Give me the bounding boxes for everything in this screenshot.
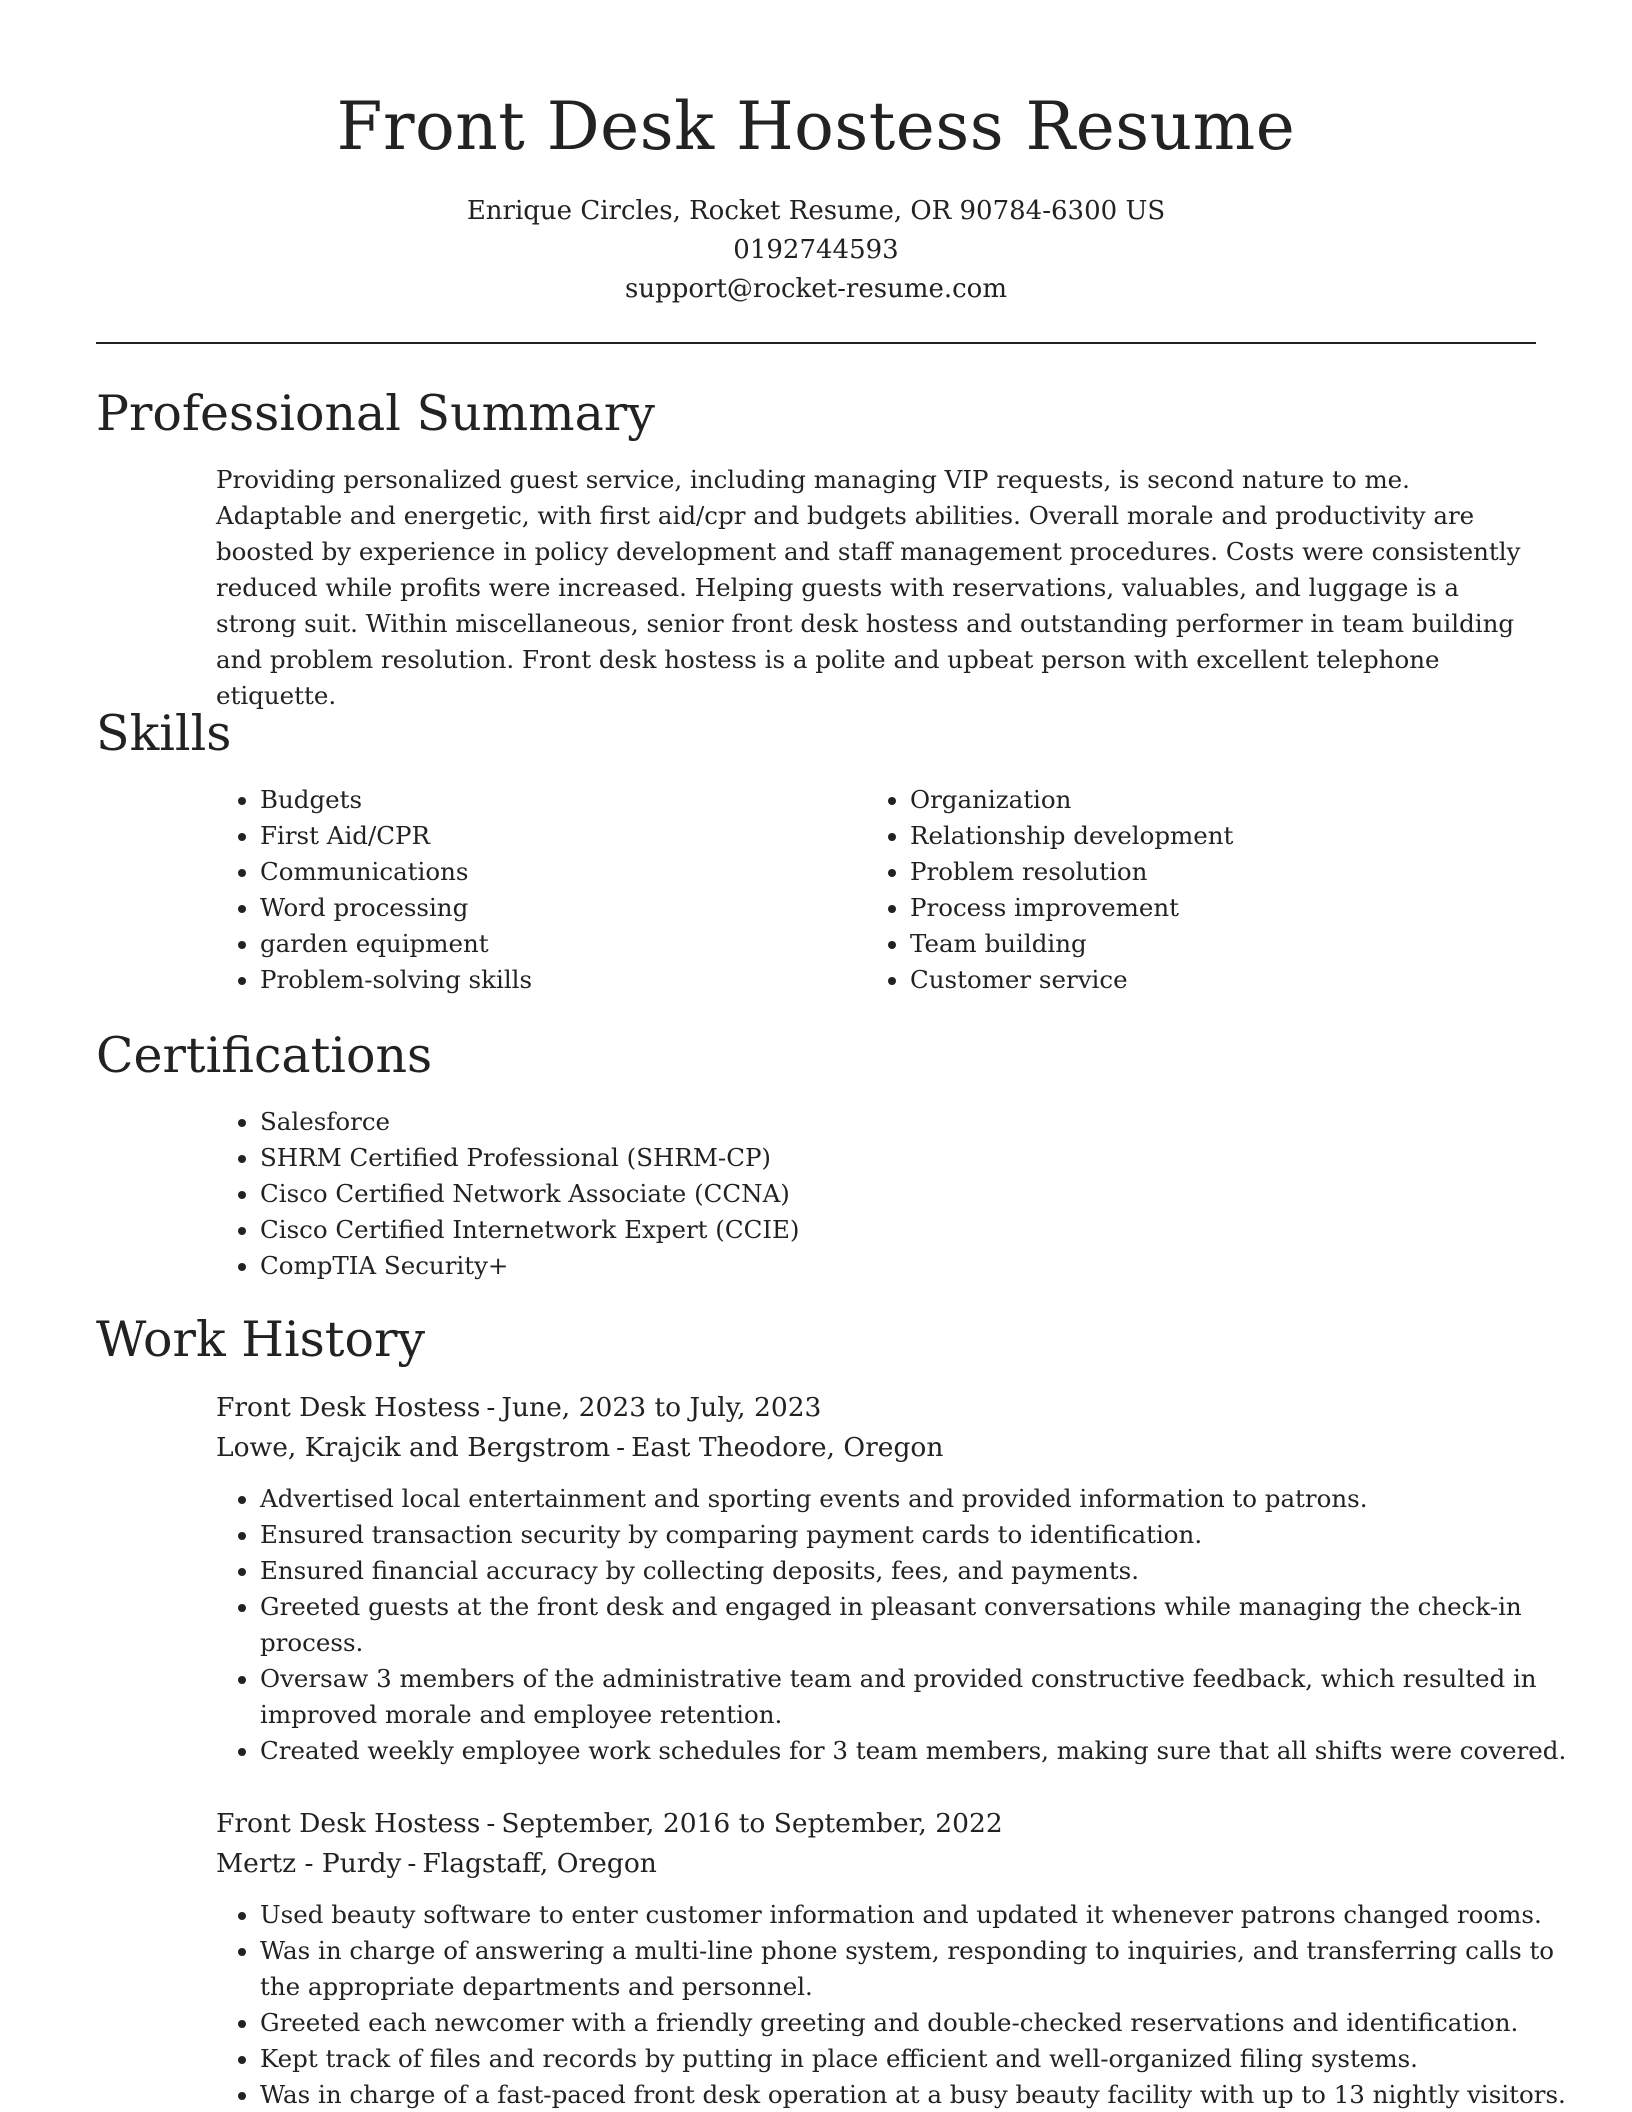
certification-item: • SHRM Certified Professional (SHRM-CP) <box>260 1140 1260 1176</box>
job-bullet: • Was in charge of a fast-paced front desk operation at a busy beauty facility with up to 13 nightly visitors. <box>260 2077 1580 2112</box>
job-location: Flagstaff, Oregon <box>422 1848 657 1879</box>
separator: - <box>407 1848 417 1879</box>
skills-heading: Skills <box>96 705 232 762</box>
separator: - <box>486 1392 496 1423</box>
job-bullet: • Used beauty software to enter customer information and updated it whenever patrons changed rooms. <box>260 1897 1580 1933</box>
job-company: Mertz - Purdy <box>216 1848 402 1879</box>
certification-item: • Cisco Certified Internetwork Expert (CCIE) <box>260 1212 1260 1248</box>
job-title-line <box>216 1804 1003 1844</box>
job-dates: September, 2016 to September, 2022 <box>501 1808 1003 1839</box>
job-title-line <box>216 1388 821 1428</box>
job-company: Lowe, Krajcik and Bergstrom <box>216 1432 611 1463</box>
skill-item: • Customer service <box>910 962 1530 998</box>
job-bullets <box>216 1481 1580 1769</box>
job-role: Front Desk Hostess <box>216 1392 481 1423</box>
separator: - <box>616 1432 626 1463</box>
skill-item: • garden equipment <box>260 926 820 962</box>
job-location: East Theodore, Oregon <box>631 1432 944 1463</box>
skill-item: • Relationship development <box>910 818 1530 854</box>
job-dates: June, 2023 to July, 2023 <box>501 1392 822 1423</box>
job-bullet: • Created weekly employee work schedules for 3 team members, making sure that all shifts were covered. <box>260 1733 1580 1769</box>
skill-item: • Organization <box>910 782 1530 818</box>
job-bullets <box>216 1897 1580 2112</box>
skill-item: • Budgets <box>260 782 820 818</box>
contact-info <box>0 192 1632 309</box>
resume-header <box>0 0 1632 309</box>
skill-item: • Communications <box>260 854 820 890</box>
resume-title: Front Desk Hostess Resume <box>336 88 1296 165</box>
phone-line: 0192744593 <box>733 235 899 265</box>
header-divider <box>96 342 1536 344</box>
job-bullet: • Greeted guests at the front desk and engaged in pleasant conversations while managing the check-in process. <box>260 1589 1580 1661</box>
certifications-heading: Certifications <box>96 1027 433 1084</box>
skill-item: • Team building <box>910 926 1530 962</box>
certifications-list <box>216 1104 1260 1284</box>
separator: - <box>486 1808 496 1839</box>
skills-list-right <box>866 782 1530 998</box>
job-company-line <box>216 1428 943 1468</box>
summary-heading: Professional Summary <box>96 385 655 442</box>
job-bullet: • Greeted each newcomer with a friendly greeting and double-checked reservations and identification. <box>260 2005 1580 2041</box>
skill-item: • First Aid/CPR <box>260 818 820 854</box>
skill-item: • Word processing <box>260 890 820 926</box>
certification-item: • Cisco Certified Network Associate (CCNA) <box>260 1176 1260 1212</box>
job-bullet: • Oversaw 3 members of the administrative team and provided constructive feedback, which resulted in improved morale and employee retention. <box>260 1661 1580 1733</box>
certification-item: • CompTIA Security+ <box>260 1248 1260 1284</box>
job-company-line <box>216 1844 657 1884</box>
job-role: Front Desk Hostess <box>216 1808 481 1839</box>
email-line: support@rocket-resume.com <box>624 274 1007 304</box>
address-line: Enrique Circles, Rocket Resume, OR 90784-6300 US <box>466 196 1166 226</box>
summary-text: Providing personalized guest service, including managing VIP requests, is second nature to me. Adaptable and energetic, with first aid/cpr and budgets abilities. Overall morale and productivity are boosted by experience in policy development and staff management procedures. Costs were consistently reduced while profits were increased. Helping guests with reservations, valuables, and luggage is a strong suit. Within miscellaneous, senior front desk hostess and outstanding performer in team building and problem resolution. Front desk hostess is a polite and upbeat person with excellent telephone etiquette. <box>216 465 1521 710</box>
skill-item: • Process improvement <box>910 890 1530 926</box>
skill-item: • Problem resolution <box>910 854 1530 890</box>
skill-item: • Problem-solving skills <box>260 962 820 998</box>
job-bullet: • Was in charge of answering a multi-line phone system, responding to inquiries, and transferring calls to the appropriate departments and personnel. <box>260 1933 1580 2005</box>
job-bullet: • Advertised local entertainment and sporting events and provided information to patrons. <box>260 1481 1580 1517</box>
work-history-heading: Work History <box>96 1311 426 1368</box>
skills-list-left <box>216 782 820 998</box>
job-bullet: • Kept track of files and records by putting in place efficient and well-organized filing systems. <box>260 2041 1580 2077</box>
job-bullet: • Ensured transaction security by comparing payment cards to identification. <box>260 1517 1580 1553</box>
certification-item: • Salesforce <box>260 1104 1260 1140</box>
job-bullet: • Ensured financial accuracy by collecting deposits, fees, and payments. <box>260 1553 1580 1589</box>
